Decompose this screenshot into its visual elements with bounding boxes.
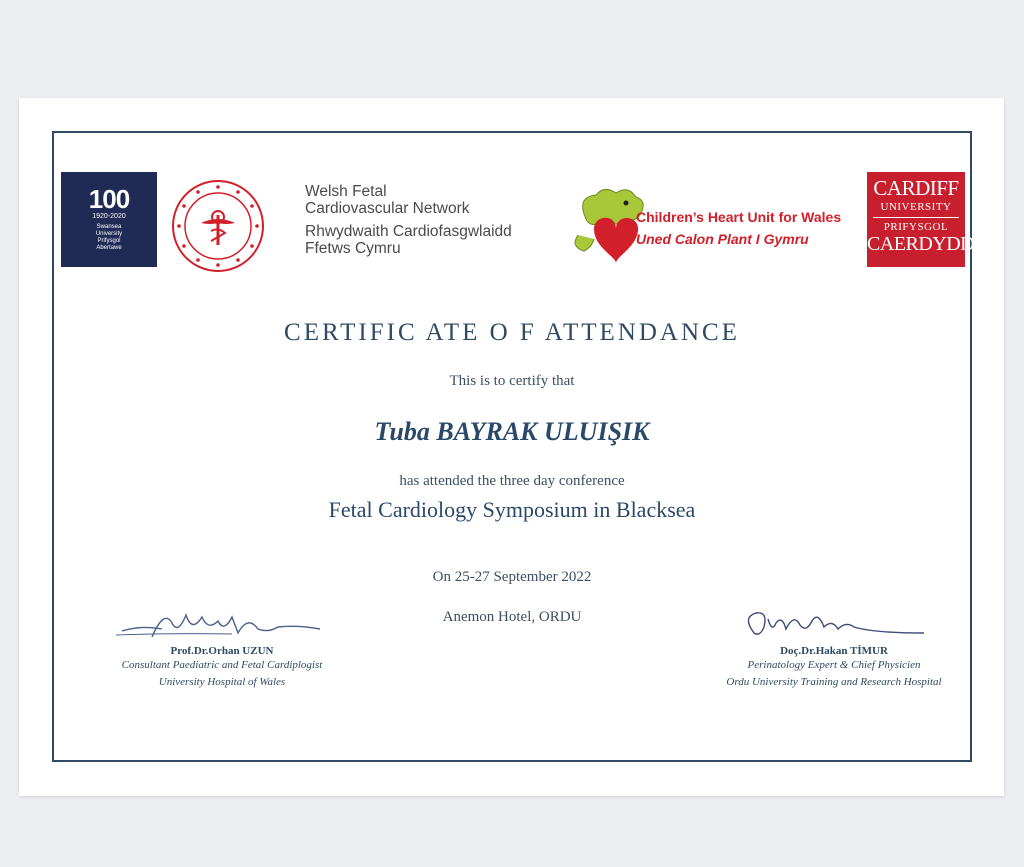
left-signatory-role: Consultant Paediatric and Fetal Cardiplogist (121, 659, 323, 671)
swansea-logo-years: 1920-2020 (92, 213, 126, 220)
event-date: On 25-27 September 2022 (432, 569, 592, 585)
welsh-fetal-line4: Ffetws Cymru (305, 240, 401, 257)
right-signatory-role: Perinatology Expert & Chief Physicien (747, 659, 921, 671)
welsh-fetal-line2: Cardiovascular Network (305, 200, 470, 217)
left-signatory-institution: University Hospital of Wales (158, 676, 286, 688)
cardiff-university-logo (867, 172, 975, 267)
welsh-fetal-line1: Welsh Fetal (305, 183, 387, 200)
swansea-logo-line2: University (95, 231, 123, 237)
recipient-name: Tuba BAYRAK ULUIŞIK (374, 417, 650, 446)
certificate-frame (52, 131, 975, 762)
cardiff-logo-line4: CAERDYDD (867, 233, 975, 255)
cardiff-logo-divider (873, 217, 959, 218)
event-name: Fetal Cardiology Symposium in Blacksea (328, 497, 696, 522)
event-venue: Anemon Hotel, ORDU (442, 609, 582, 625)
right-signature-block (704, 603, 964, 691)
certificate-paper (19, 98, 1004, 796)
cardiff-logo-line2: UNIVERSITY (880, 201, 952, 213)
swansea-logo-line1: Swansea (96, 224, 122, 230)
swansea-logo-line3: Prifysgol (97, 238, 121, 244)
left-signature-block (92, 603, 352, 691)
certificate-title: CERTIFIC ATE O F ATTENDANCE (284, 319, 740, 346)
swansea-university-logo (61, 172, 157, 267)
heart-unit-english-name: Children’s Heart Unit for Wales (636, 209, 842, 225)
certify-intro-text: This is to certify that (449, 373, 575, 389)
swansea-logo-number: 100 (88, 184, 130, 214)
cardiff-logo-line3: PRIFYSGOL (883, 221, 949, 233)
right-signatory-name: Doç.Dr.Hakan TİMUR (780, 645, 888, 657)
attended-text: has attended the three day conference (399, 473, 625, 489)
left-signatory-name: Prof.Dr.Orhan UZUN (170, 645, 274, 657)
ministry-of-health-seal-icon (171, 179, 265, 273)
heart-unit-welsh-name: Uned Calon Plant I Gymru (636, 231, 809, 247)
right-signatory-institution: Ordu University Training and Research Hospital (726, 676, 942, 688)
cardiff-logo-line1: CARDIFF (873, 176, 959, 200)
right-signature-icon (724, 603, 944, 643)
welsh-fetal-line3: Rhwydwaith Cardiofasgwlaidd (305, 223, 512, 240)
swansea-logo-line4: Abertawe (96, 245, 122, 251)
welsh-fetal-network-logo (305, 183, 512, 257)
left-signature-icon (112, 603, 332, 643)
